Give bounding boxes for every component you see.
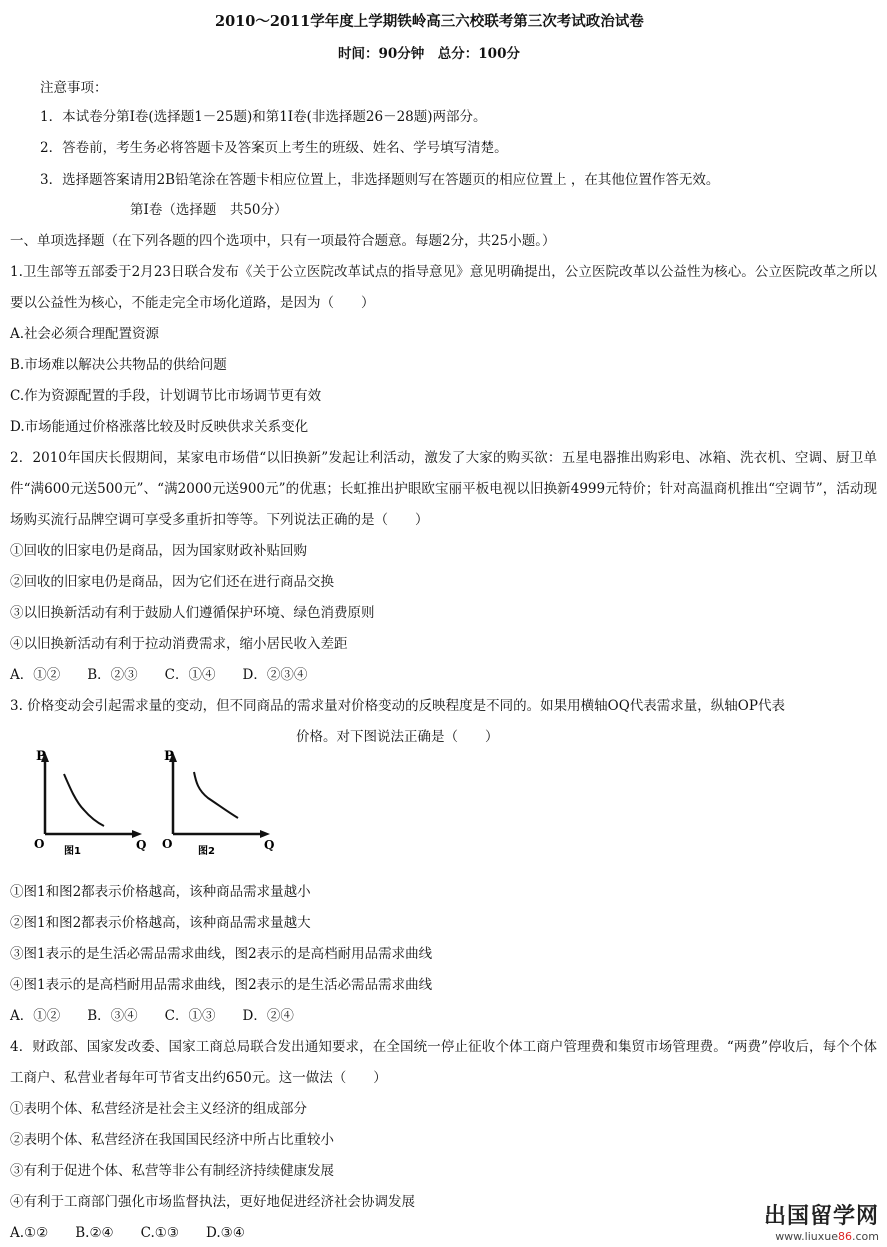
figure-2-axis-q: Q xyxy=(264,838,275,852)
page-title: 2010～2011学年度上学期铁岭高三六校联考第三次考试政治试卷 xyxy=(215,13,644,30)
q3-choices: A．①② B．③④ C．①③ D．②④ xyxy=(10,1008,294,1024)
question-3-stem-line2: 价格。对下图说法正确是（ ） xyxy=(296,729,499,745)
question-2-stem: 2．2010年国庆长假期间，某家电市场借“以旧换新”发起让利活动，激发了大家的购买欲：五星电器推出购彩电、冰箱、洗衣机、空调、厨卫单件“满600元送500元”、“满2000元送900元”的优惠；长虹推出护眼欧宝丽平板电视以旧换新4999元特价；针对高温商机推出“空调节”，活动现场购买流行品牌空调可享受多重折扣等等。下列说法正确的是（ ） xyxy=(10,450,877,528)
q3-statement-1: ①图1和图2都表示价格越高，该种商品需求量越小 xyxy=(10,884,311,900)
figure-1-demand-curve xyxy=(30,748,150,858)
q4-choices: A.①② B.②④ C.①③ D.③④ xyxy=(10,1225,245,1241)
exam-time-score: 时间：90分钟 总分：100分 xyxy=(338,46,520,62)
question-4-stem: 4．财政部、国家发改委、国家工商总局联合发出通知要求，在全国统一停止征收个体工商户管理费和集贸市场管理费。“两费”停收后，每个个体工商户、私营业者每年可节省支出约650元。这一做法（ ） xyxy=(10,1039,877,1086)
figure-1-origin: O xyxy=(34,837,45,851)
q3-statement-4: ④图1表示的是高档耐用品需求曲线，图2表示的是生活必需品需求曲线 xyxy=(10,977,433,993)
q2-statement-2: ②回收的旧家电仍是商品，因为它们还在进行商品交换 xyxy=(10,574,334,590)
figure-1-caption: 图1 xyxy=(64,846,81,857)
q2-statement-4: ④以旧换新活动有利于拉动消费需求，缩小居民收入差距 xyxy=(10,636,348,652)
figure-2-demand-curve xyxy=(158,748,278,858)
q4-statement-1: ①表明个体、私营经济是社会主义经济的组成部分 xyxy=(10,1101,307,1117)
notes-heading: 注意事项： xyxy=(40,80,108,96)
site-watermark xyxy=(764,1199,879,1243)
q1-option-a: A.社会必须合理配置资源 xyxy=(10,326,160,342)
q3-statement-2: ②图1和图2都表示价格越高，该种商品需求量越大 xyxy=(10,915,311,931)
q2-choices: A．①② B．②③ C．①④ D．②③④ xyxy=(10,667,308,683)
part-one-title: 第Ⅰ卷（选择题 共50分） xyxy=(130,202,288,218)
watermark-url: www.liuxue86.com xyxy=(775,1230,879,1243)
watermark-site-name: 出国留学网 xyxy=(763,1204,879,1229)
q4-statement-3: ③有利于促进个体、私营等非公有制经济持续健康发展 xyxy=(10,1163,334,1179)
q3-statement-3: ③图1表示的是生活必需品需求曲线，图2表示的是高档耐用品需求曲线 xyxy=(10,946,433,962)
section-heading: 一、单项选择题（在下列各题的四个选项中，只有一项最符合题意。每题2分，共25小题。） xyxy=(10,233,556,249)
q1-option-c: C.作为资源配置的手段，计划调节比市场调节更有效 xyxy=(10,388,322,404)
note-item-3: 3．选择题答案请用2B铅笔涂在答题卡相应位置上，非选择题则写在答题页的相应位置上 ，在其他位置作答无效。 xyxy=(40,172,720,188)
question-3-stem-line1: 3. 价格变动会引起需求量的变动，但不同商品的需求量对价格变动的反映程度是不同的。如果用横轴OQ代表需求量，纵轴OP代表 xyxy=(10,698,785,714)
q4-statement-4: ④有利于工商部门强化市场监督执法，更好地促进经济社会协调发展 xyxy=(10,1194,415,1210)
figure-2-caption: 图2 xyxy=(198,846,215,857)
figure-1-axis-q: Q xyxy=(136,838,147,852)
q2-statement-1: ①回收的旧家电仍是商品，因为国家财政补贴回购 xyxy=(10,543,307,559)
q1-option-d: D.市场能通过价格涨落比较及时反映供求关系变化 xyxy=(10,419,309,435)
figure-1-axis-p: P xyxy=(36,749,46,764)
note-item-1: 1．本试卷分第Ⅰ卷(选择题1－25题)和第1I卷(非选择题26－28题)两部分。 xyxy=(40,109,487,125)
q1-option-b: B.市场难以解决公共物品的供给问题 xyxy=(10,357,227,373)
question-1-stem: 1.卫生部等五部委于2月23日联合发布《关于公立医院改革试点的指导意见》意见明确提出，公立医院改革以公益性为核心。公立医院改革之所以要以公益性为核心，不能走完全市场化道路，是因为（ ） xyxy=(10,264,877,311)
q2-statement-3: ③以旧换新活动有利于鼓励人们遵循保护环境、绿色消费原则 xyxy=(10,605,375,621)
figure-2-axis-p: P xyxy=(164,749,174,764)
q4-statement-2: ②表明个体、私营经济在我国国民经济中所占比重较小 xyxy=(10,1132,334,1148)
figure-2-origin: O xyxy=(162,837,173,851)
note-item-2: 2．答卷前，考生务必将答题卡及答案页上考生的班级、姓名、学号填写清楚。 xyxy=(40,140,508,156)
